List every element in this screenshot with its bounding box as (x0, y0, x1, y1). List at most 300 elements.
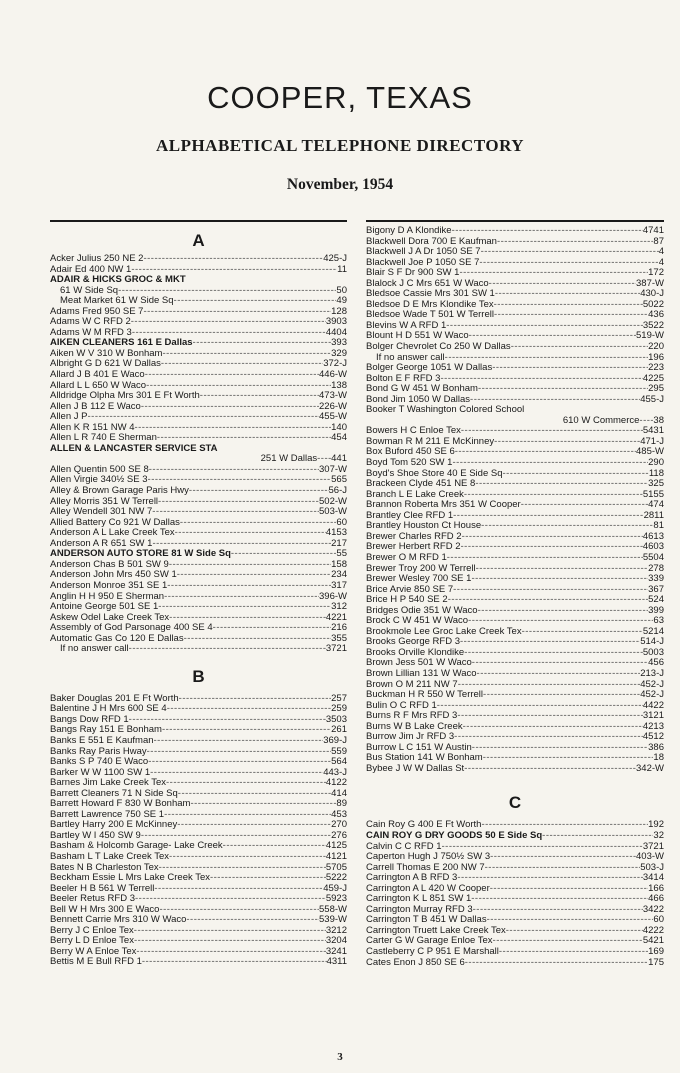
listing-row (50, 581, 347, 592)
listing-row (50, 602, 347, 613)
listing-phone-number: 386 (648, 742, 664, 753)
listing-row (50, 725, 347, 736)
listing-name: Bolger Chevrolet Co 250 W Dallas (366, 342, 511, 353)
listing-phone-number: 276 (331, 830, 347, 841)
listing-row (366, 437, 664, 448)
listing-phone-number: 4122 (325, 778, 347, 789)
listing-phone-number: 3522 (642, 320, 664, 331)
listing-name: Blalock J C Mrs 651 W Waco (366, 278, 489, 289)
dot-leader (459, 268, 648, 279)
listing-name: Automatic Gas Co 120 E Dallas (50, 633, 184, 644)
listing-row (366, 564, 664, 575)
listing-phone-number: 5431 (642, 426, 664, 437)
listing-name: Meat Market 61 W Side Sq (60, 296, 174, 307)
listing-phone-number: 4613 (642, 531, 664, 542)
listing-name: Carrington A B RFD 3 (366, 873, 458, 884)
dot-leader (446, 321, 643, 332)
listing-row (366, 680, 664, 691)
listing-row (50, 789, 347, 800)
listing-row (50, 317, 347, 328)
dot-leader (494, 300, 643, 311)
listing-phone-number: 3241 (325, 946, 347, 957)
listing-row (366, 690, 664, 701)
listing-phone-number: 3414 (642, 873, 664, 884)
dot-leader (148, 757, 331, 768)
listing-name: Adams W C RFD 2 (50, 317, 131, 328)
listing-name: Brewer Herbert RFD 2 (366, 542, 461, 553)
dot-leader (129, 715, 326, 726)
dot-leader (494, 310, 648, 321)
listing-phone-number: 403-W (636, 852, 664, 863)
listing-phone-number: 5504 (642, 552, 664, 563)
listing-phone-number: 5421 (642, 936, 664, 947)
listing-phone-number: 5022 (642, 299, 664, 310)
listing-row (366, 490, 664, 501)
listing-phone-number: 32 (653, 830, 664, 841)
listing-row (366, 884, 664, 895)
listing-row (50, 444, 347, 455)
listing-row (50, 338, 347, 349)
dot-leader (152, 507, 319, 518)
listing-name: Aiken W V 310 W Bonham (50, 348, 163, 359)
dot-leader (189, 486, 329, 497)
listing-name: Carrington T B 451 W Dallas (366, 915, 487, 926)
listing-row (50, 265, 347, 276)
listing-name: 251 W Dallas (260, 454, 318, 465)
listing-name: Assembly of God Parsonage 400 SE 4 (50, 623, 213, 634)
listing-row (366, 905, 664, 916)
listing-name: CAIN ROY G DRY GOODS 50 E Side Sq (366, 830, 543, 841)
listing-name: Brewer O M RFD 1 (366, 552, 447, 563)
dot-leader (161, 359, 323, 370)
directory-date: November, 1954 (286, 176, 394, 193)
dot-leader (88, 412, 320, 423)
listing-phone-number: 4311 (326, 957, 347, 968)
listing-phone-number: 234 (331, 570, 347, 581)
dot-leader (135, 894, 326, 905)
listing-row (366, 374, 664, 385)
dot-leader (473, 905, 643, 916)
section-b-listings (50, 694, 347, 968)
listing-name: Balentine J H Mrs 600 SE 4 (50, 704, 167, 715)
listing-row (366, 732, 664, 743)
listing-row (366, 447, 664, 458)
listing-row (50, 768, 347, 779)
listing-row (50, 863, 347, 874)
listing-phone-number: 220 (648, 342, 664, 353)
listing-name: Brooks George RFD 3 (366, 637, 460, 648)
dot-leader (522, 627, 643, 638)
listing-name: AIKEN CLEANERS 161 E Dallas (50, 338, 193, 349)
listing-row (366, 863, 664, 874)
listing-phone-number: 11 (337, 264, 347, 275)
listing-phone-number: 192 (648, 820, 664, 831)
dot-leader (169, 560, 331, 571)
dot-leader (147, 747, 332, 758)
dot-leader (131, 317, 326, 328)
dot-leader (494, 437, 640, 448)
listing-row (366, 616, 664, 627)
listing-name: Bangs Ray 151 E Bonham (50, 725, 162, 736)
dot-leader (457, 873, 643, 884)
dot-leader (175, 528, 326, 539)
listing-phone-number: 118 (648, 468, 664, 479)
listing-row (50, 592, 347, 603)
dot-leader (481, 247, 659, 258)
listing-row (366, 627, 664, 638)
dot-leader (167, 581, 331, 592)
listing-name: Banks S P 740 E Waco (50, 757, 149, 768)
listing-name: Brannon Roberta Mrs 351 W Cooper (366, 500, 521, 511)
dot-leader (460, 637, 640, 648)
dot-leader (490, 852, 636, 863)
listing-name: ADAIR & HICKS GROC & MKT (50, 275, 186, 286)
listing-name: Anderson A R 651 SW 1 (50, 538, 153, 549)
listing-row (50, 810, 347, 821)
dot-leader (481, 820, 648, 831)
listing-phone-number: 3721 (642, 841, 664, 852)
listing-phone-number: 454 (331, 433, 347, 444)
listing-name: Allard J B 401 E Waco (50, 370, 145, 381)
listing-phone-number: 396-W (319, 591, 347, 602)
listing-name: Askew Odel Lake Creek Tex (50, 612, 170, 623)
listing-row (366, 894, 664, 905)
dot-leader (471, 574, 648, 585)
dot-leader (453, 585, 648, 596)
listing-phone-number: 393 (331, 338, 347, 349)
dot-leader (453, 511, 643, 522)
listing-phone-number: 452-J (640, 690, 664, 701)
dot-leader (180, 518, 337, 529)
section-c-listings (366, 820, 664, 968)
listing-row (366, 469, 664, 480)
listing-phone-number: 3204 (325, 936, 347, 947)
listing-phone-number: 3212 (325, 925, 347, 936)
listing-name: Brice H P 540 SE 2 (366, 595, 448, 606)
dot-leader (448, 595, 648, 606)
listing-phone-number: 169 (648, 947, 664, 957)
listing-name: Beeler Retus RFD 3 (50, 894, 136, 905)
listing-name: Boyd Tom 520 SW 1 (366, 458, 453, 469)
listing-name: 61 W Side Sq (60, 285, 119, 296)
listing-row (50, 799, 347, 810)
listing-row (50, 634, 347, 645)
dot-leader (511, 342, 648, 353)
listing-phone-number: 4 (658, 257, 664, 268)
section-letter-c: C (508, 793, 522, 813)
listing-row (366, 321, 664, 332)
listing-phone-number: 89 (336, 799, 347, 810)
dot-leader (445, 353, 648, 364)
listing-row (366, 426, 664, 437)
listing-name: Bridges Odie 351 W Waco (366, 605, 478, 616)
listing-row (50, 518, 347, 529)
listing-name: If no answer call (60, 644, 129, 655)
listing-name: Allen J B 112 E Waco (50, 401, 141, 412)
dot-leader (464, 490, 643, 501)
dot-leader (159, 863, 326, 874)
listing-phone-number: 452-J (640, 679, 664, 690)
listing-phone-number: 3721 (325, 644, 347, 655)
dot-leader (477, 669, 641, 680)
dot-leader (470, 395, 640, 406)
listing-name: Bolton E F RFD 3 (366, 373, 441, 384)
listing-row (50, 613, 347, 624)
left-column (50, 228, 347, 968)
listing-name: Anglin H H 950 E Sherman (50, 591, 165, 602)
dot-leader (542, 831, 653, 842)
dot-leader (461, 542, 643, 553)
listing-row (50, 644, 347, 655)
dot-leader (169, 613, 326, 624)
listing-name: Brewer Troy 200 W Terrell (366, 563, 476, 574)
listing-name: Burrow Jim Jr RFD 3 (366, 732, 455, 743)
listing-phone-number: 4404 (325, 327, 347, 338)
listing-phone-number: 446-W (319, 370, 347, 381)
listing-phone-number: 223 (648, 363, 664, 374)
listing-row (366, 753, 664, 764)
dot-leader (639, 416, 653, 427)
dot-leader (213, 623, 331, 634)
listing-name: Berry J C Enloe Tex (50, 925, 134, 936)
listing-row (366, 268, 664, 279)
listing-row (50, 894, 347, 905)
listing-name: 610 W Commerce (562, 415, 640, 426)
listing-phone-number: 564 (331, 757, 347, 768)
listing-phone-number: 295 (648, 384, 664, 395)
dot-leader (455, 447, 636, 458)
listing-row (50, 370, 347, 381)
listing-name: Bigony D A Klondike (366, 226, 452, 236)
listing-name: ALLEN & LANCASTER SERVICE STA (50, 443, 218, 454)
listing-row (50, 275, 347, 286)
dot-leader (134, 936, 326, 947)
dot-leader (145, 370, 319, 381)
listing-phone-number: 312 (331, 602, 347, 613)
listing-phone-number: 18 (653, 753, 664, 764)
listing-row (366, 300, 664, 311)
dot-leader (492, 363, 648, 374)
listing-phone-number: 158 (331, 559, 347, 570)
listing-name: Bybee J W W Dallas St (366, 763, 465, 774)
listing-name: Basham & Holcomb Garage- Lake Creek (50, 841, 223, 852)
listing-name: ANDERSON AUTO STORE 81 W Side Sq (50, 549, 231, 560)
listing-phone-number: 213-J (640, 668, 664, 679)
listing-row (366, 711, 664, 722)
dot-leader (177, 570, 331, 581)
listing-row (50, 507, 347, 518)
dot-leader (442, 842, 643, 853)
dot-leader (481, 521, 653, 532)
listing-phone-number: 339 (648, 574, 664, 585)
listing-row (366, 574, 664, 585)
listing-name: Brown O M 211 NW 7 (366, 679, 458, 690)
dot-leader (141, 831, 331, 842)
listing-name: Brantley Clee RFD 1 (366, 510, 454, 521)
listing-phone-number: 175 (648, 957, 664, 968)
listing-phone-number: 443-J (323, 767, 347, 778)
listing-row (50, 454, 347, 465)
listing-phone-number: 558-W (319, 904, 347, 915)
dot-leader (468, 616, 653, 627)
listing-phone-number: 367 (648, 584, 664, 595)
dot-leader (157, 433, 331, 444)
listing-phone-number: 138 (331, 380, 347, 391)
dot-leader (154, 736, 324, 747)
dot-leader (164, 592, 319, 603)
listing-phone-number: 81 (653, 521, 664, 532)
listing-phone-number: 4603 (642, 542, 664, 553)
listing-name: Alldridge Olpha Mrs 301 E Ft Worth (50, 391, 200, 402)
listing-phone-number: 519-W (636, 331, 664, 342)
listing-phone-number: 414 (331, 788, 347, 799)
dot-leader (499, 947, 648, 958)
dot-leader (134, 926, 326, 937)
listing-name: Barrett Howard F 830 W Bonham (50, 799, 191, 810)
listing-row (50, 497, 347, 508)
listing-row (366, 658, 664, 669)
listing-name: Cates Enon J 850 SE 6 (366, 957, 465, 968)
listing-name: Allen J P (50, 412, 88, 423)
listing-phone-number: 261 (331, 725, 347, 736)
listing-row (50, 391, 347, 402)
listing-name: Barnes Jim Lake Creek Tex (50, 778, 166, 789)
listing-name: Allen Virgie 340½ SE 3 (50, 475, 148, 486)
dot-leader (184, 634, 332, 645)
listing-name: Beckham Essie L Mrs Lake Creek Tex (50, 873, 210, 884)
listing-phone-number: 3121 (642, 711, 664, 722)
listing-name: Bond G W 451 W Bonham (366, 384, 478, 395)
listing-row (50, 412, 347, 423)
dot-leader (167, 704, 331, 715)
listing-name: Bond Jim 1050 W Dallas (366, 394, 471, 405)
dot-leader (186, 915, 319, 926)
listing-phone-number: 166 (648, 883, 664, 894)
listing-row (366, 479, 664, 490)
dot-leader (143, 254, 323, 265)
dot-leader (462, 532, 643, 543)
listing-phone-number: 485-W (636, 447, 664, 458)
listing-phone-number: 4741 (642, 226, 664, 236)
listing-phone-number: 172 (648, 268, 664, 279)
listing-name: Bartley Harry 200 E McKinney (50, 820, 178, 831)
listing-row (366, 353, 664, 364)
listing-name: Anderson Monroe 351 SE 1 (50, 580, 168, 591)
listing-phone-number: 140 (331, 422, 347, 433)
dot-leader (200, 391, 319, 402)
listing-row (50, 486, 347, 497)
section-letter-b: B (192, 666, 205, 686)
listing-phone-number: 3422 (642, 904, 664, 915)
listing-row (366, 842, 664, 853)
listing-name: Burns W B Lake Creek (366, 721, 463, 732)
listing-name: Bartley W I 450 SW 9 (50, 830, 141, 841)
listing-row (50, 254, 347, 265)
listing-name: Burrow L C 151 W Austin (366, 742, 472, 753)
listing-name: Bowers H C Enloe Tex (366, 426, 461, 437)
listing-name: Cain Roy G 400 E Ft Worth (366, 820, 482, 831)
dot-leader (131, 265, 337, 276)
listing-phone-number: 514-J (640, 637, 664, 648)
listing-name: Brooks Orville Klondike (366, 647, 465, 658)
listing-phone-number: 453 (331, 809, 347, 820)
dot-leader (461, 426, 643, 437)
dot-leader (465, 958, 648, 969)
listing-phone-number: 278 (648, 563, 664, 574)
listing-phone-number: 4222 (642, 925, 664, 936)
dot-leader (142, 957, 327, 968)
listing-phone-number: 4422 (642, 700, 664, 711)
listing-name: Anderson Chas B 501 SW 9 (50, 559, 169, 570)
dot-leader (485, 863, 641, 874)
dot-leader (152, 539, 331, 550)
listing-phone-number: 49 (336, 296, 347, 307)
listing-row (366, 511, 664, 522)
listing-name: Boyd's Shoe Store 40 E Side Sq (366, 468, 503, 479)
listing-phone-number: 502-W (319, 496, 347, 507)
dot-leader (437, 701, 643, 712)
listing-row (366, 936, 664, 947)
listing-row (50, 465, 347, 476)
dot-leader (223, 841, 326, 852)
listing-row (50, 694, 347, 705)
listing-phone-number: 425-J (323, 254, 347, 264)
listing-name: Brown Lillian 131 W Waco (366, 668, 477, 679)
listing-phone-number: 60 (653, 915, 664, 926)
listing-name: Alley Wendell 301 NW 7 (50, 507, 153, 518)
listing-name: Brewer Wesley 700 SE 1 (366, 574, 472, 585)
listing-name: Allen L R 740 E Sherman (50, 433, 157, 444)
listing-row (366, 701, 664, 712)
listing-phone-number: 325 (648, 479, 664, 490)
listing-phone-number: 455-W (319, 412, 347, 423)
listing-name: Blackwell Dora 700 E Kaufman (366, 236, 497, 247)
dot-leader (458, 680, 641, 691)
listing-phone-number: 55 (336, 549, 347, 560)
listing-row (366, 553, 664, 564)
listing-row (366, 722, 664, 733)
dot-leader (506, 926, 643, 937)
listing-row (366, 395, 664, 406)
listing-row (50, 936, 347, 947)
listing-row (366, 926, 664, 937)
listing-phone-number: 355 (331, 633, 347, 644)
listing-name: Branch L E Lake Creek (366, 489, 464, 500)
dot-leader (452, 226, 643, 237)
listing-row (50, 841, 347, 852)
listing-phone-number: 4512 (642, 732, 664, 743)
listing-phone-number: 430-J (640, 289, 664, 300)
dot-leader (472, 743, 648, 754)
listing-row (366, 226, 664, 237)
dot-leader (463, 722, 643, 733)
dot-leader (440, 374, 642, 385)
dot-leader (476, 564, 649, 575)
listing-row (366, 542, 664, 553)
listing-name: Carrington A L 420 W Cooper (366, 883, 490, 894)
listing-phone-number: 369-J (323, 735, 347, 746)
listing-phone-number: 471-J (640, 436, 664, 447)
listing-phone-number: 216 (331, 623, 347, 634)
dot-leader (136, 947, 325, 958)
listing-row (50, 307, 347, 318)
listing-phone-number: 455-J (640, 394, 664, 405)
listing-phone-number: 5222 (325, 873, 347, 884)
listing-phone-number: 466 (648, 894, 664, 905)
listing-row (50, 359, 347, 370)
listing-phone-number: 317 (331, 580, 347, 591)
listing-row (50, 402, 347, 413)
